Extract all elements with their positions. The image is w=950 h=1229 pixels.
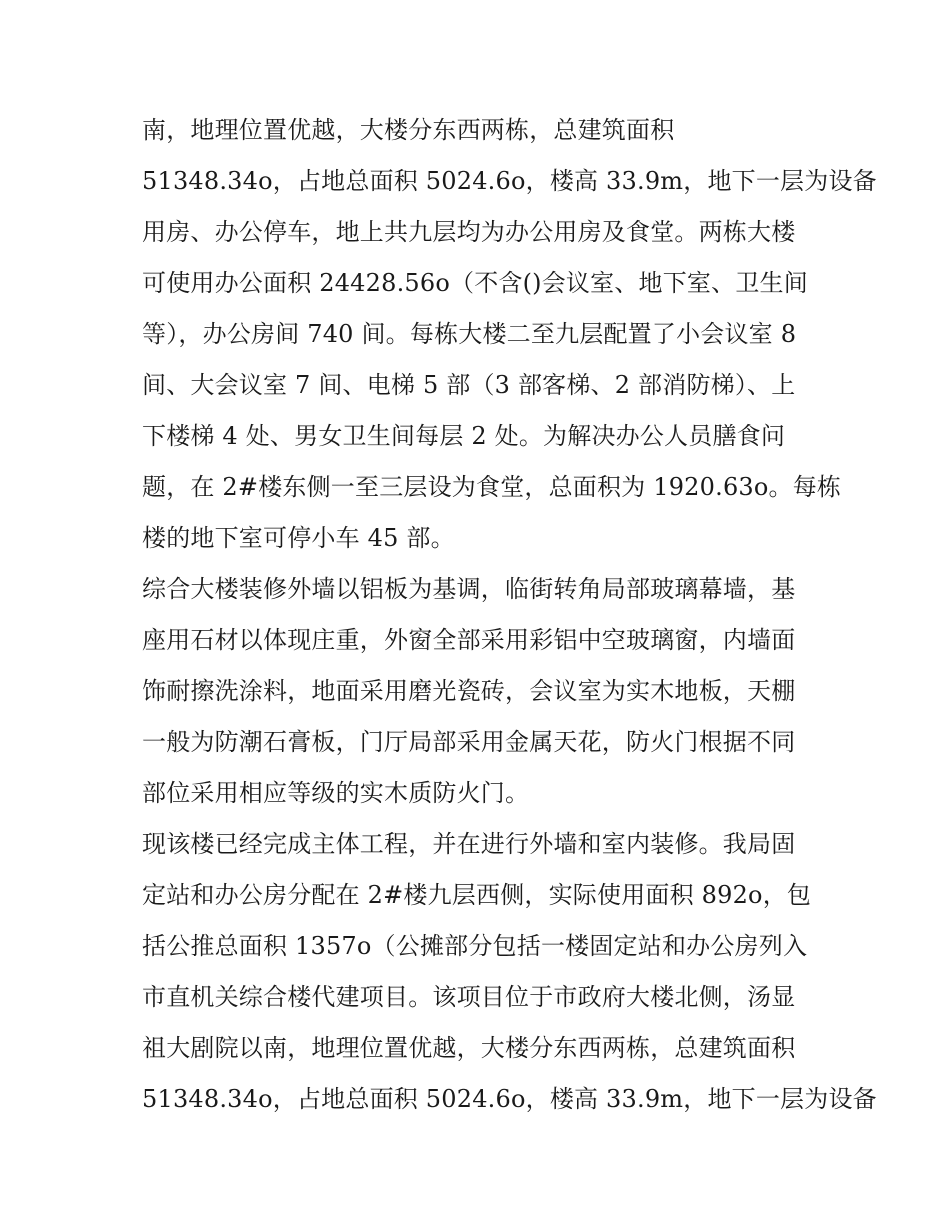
text-line: 一般为防潮石膏板，门厅局部采用金属天花，防火门根据不同	[142, 728, 796, 756]
text-line: 综合大楼装修外墙以铝板为基调，临街转角局部玻璃幕墙，基	[142, 575, 796, 603]
text-line: 部位采用相应等级的实木质防火门。	[142, 779, 530, 807]
text-line: 用房、办公停车，地上共九层均为办公用房及食堂。两栋大楼	[142, 218, 796, 246]
text-line: 等），办公房间 740 间。每栋大楼二至九层配置了小会议室 8	[142, 320, 797, 348]
document-body	[142, 110, 877, 1130]
text-line: 括公推总面积 1357o（公摊部分包括一楼固定站和办公房列入	[142, 932, 808, 960]
text-line: 市直机关综合楼代建项目。该项目位于市政府大楼北侧，汤显	[142, 983, 796, 1011]
text-line: 题，在 2#楼东侧一至三层设为食堂，总面积为 1920.63o。每栋	[142, 473, 842, 501]
text-line: 51348.34o，占地总面积 5024.6o，楼高 33.9m，地下一层为设备	[142, 1085, 877, 1113]
text-line: 现该楼已经完成主体工程，并在进行外墙和室内装修。我局固	[142, 830, 796, 858]
text-line: 可使用办公面积 24428.56o（不含()会议室、地下室、卫生间	[142, 269, 808, 297]
text-line: 祖大剧院以南，地理位置优越，大楼分东西两栋，总建筑面积	[142, 1034, 796, 1062]
text-line: 定站和办公房分配在 2#楼九层西侧，实际使用面积 892o，包	[142, 881, 812, 909]
text-line: 51348.34o，占地总面积 5024.6o，楼高 33.9m，地下一层为设备	[142, 167, 877, 195]
text-line: 下楼梯 4 处、男女卫生间每层 2 处。为解决办公人员膳食问	[142, 422, 786, 450]
text-line: 楼的地下室可停小车 45 部。	[142, 524, 455, 552]
text-line: 间、大会议室 7 间、电梯 5 部（3 部客梯、2 部消防梯）、上	[142, 371, 796, 399]
text-line: 饰耐擦洗涂料，地面采用磨光瓷砖，会议室为实木地板，天棚	[142, 677, 796, 705]
text-line: 座用石材以体现庄重，外窗全部采用彩铝中空玻璃窗，内墙面	[142, 626, 796, 654]
text-line: 南，地理位置优越，大楼分东西两栋，总建筑面积	[142, 116, 675, 144]
